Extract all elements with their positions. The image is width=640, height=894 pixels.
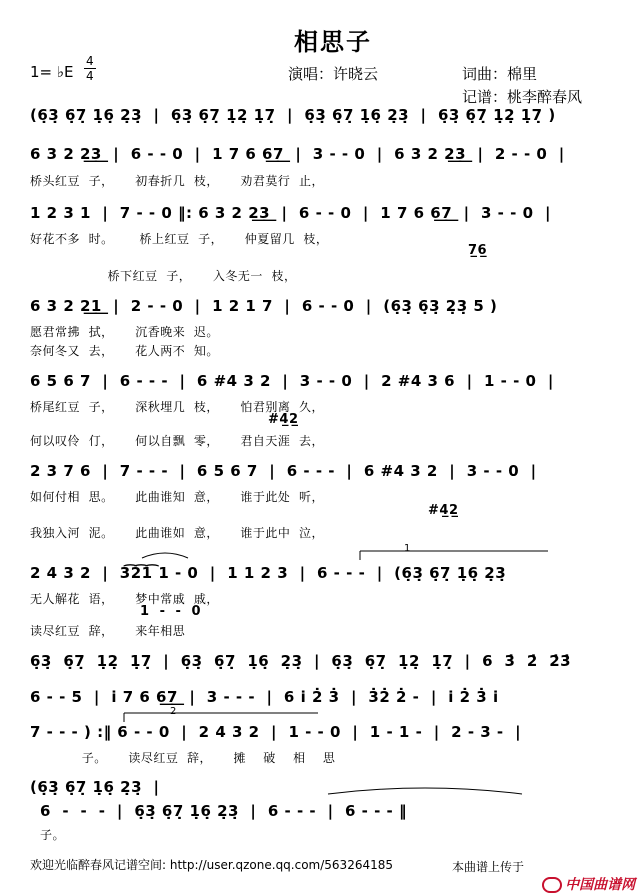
volta-2-number: 2 (170, 706, 177, 717)
time-signature-bottom: 4 (86, 69, 94, 83)
site-logo-text: 中国曲谱网 (565, 877, 636, 893)
slur-arc (142, 553, 188, 558)
score-row: (6̣3̣ 6̣7̣ 1̣6̣ 2̣3̣ | (30, 778, 160, 796)
footer-text: 欢迎光临醉春风记谱空间: http://user.qzone.qq.com/563264185 (30, 858, 394, 872)
transcriber-credit: 记谱：桃李醉春风 (462, 88, 583, 106)
lyric-line: 愿君常拂 拭， 沉香晚来 迟。 (30, 325, 219, 339)
lyric-line: 读尽红豆 辞， 来年相思 (30, 624, 186, 638)
lyric-line: 桥下红豆 子， 入冬无一 枝， (30, 269, 297, 283)
score-row: 7 - - - ) :‖ 6 - - 0 | 2 4 3 2 | 1 - - 0 | 1 - 1 - | 2 - 3 - | (30, 723, 522, 741)
site-logo[interactable] (532, 855, 635, 894)
lyric-line: 桥尾红豆 子， 深秋埋几 枝， 怕君别离 久， (30, 400, 325, 414)
lyric-line: 奈何冬又 去， 花人两不 知。 (30, 344, 219, 358)
score-row: 6 - - - | 6̣3̣ 6̣7̣ 1̣6̣ 2̣3̣ | 6 - - - | 6 - - - ‖ (40, 802, 407, 820)
tie-arc (328, 788, 522, 794)
alt-note-annotation: #4̲2̲ (268, 412, 299, 427)
lyric-line: 好花不多 时。 桥上红豆 子， 仲夏留几 枝， (30, 232, 329, 246)
site-logo-icon (542, 877, 562, 893)
score-row: 2 3 7 6 | 7 - - - | 6 5 6 7 | 6 - - - | 6 #4 3 2 | 3 - - 0 | (30, 462, 537, 480)
score-row: 2 4 3 2 | 3͡2͡1͡ 1 - 0 | 1 1 2 3 | 6 - - - | (6̣3̣ 6̣7̣ 1̣6̣ 2̣3̣ (30, 564, 507, 582)
lyricist-credit: 词曲：棉里 (462, 65, 538, 83)
song-title: 相思子 (294, 28, 372, 56)
lyric-line: 桥头红豆 子， 初春折几 枝， 劝君莫行 止， (30, 174, 325, 188)
alt-note-annotation: 7̲6̲ (468, 243, 488, 258)
singer-credit: 演唱：许晓云 (288, 65, 379, 83)
lyric-line: 我独入河 泥。 此曲谁如 意， 谁于此中 泣， (30, 526, 325, 540)
lyric-line: 子。 (40, 828, 66, 842)
alt-note-annotation: #4̲2̲ (428, 503, 459, 518)
lyric-line: 如何付相 思。 此曲谁知 意， 谁于此处 听， (30, 490, 325, 504)
time-signature-top: 4 (86, 54, 94, 68)
lyric-line: 何以叹伶 仃， 何以自飘 零， 君自天涯 去， (30, 434, 325, 448)
score-row: 1 2 3 1 | 7 - - 0 ‖: 6 3 2 2͟3͟ | 6 - - 0 | 1 7 6 6͟7͟ | 3 - - 0 | (30, 204, 551, 222)
score-row: 6 - - 5 | i 7 6 6͟7͟ | 3 - - - | 6 i 2̇ 3̇ | 3̇2̇ 2̇ - | i 2̇ 3̇ i (30, 688, 499, 706)
volta-1-number: 1 (404, 543, 411, 554)
score-row: 6 5 6 7 | 6 - - - | 6 #4 3 2 | 3 - - 0 | 2 #4 3 6 | 1 - - 0 | (30, 372, 554, 390)
lyric-line: 无人解花 语， 梦中常戚 戚， (30, 592, 219, 606)
intro-line: (6̣3̣ 6̣7̣ 1̣6̣ 2̣3̣ | 6̣3̣ 6̣7̣ 1̣2̣ 1̣7̣ | 6̣3̣ 6̣7̣ 1̣6̣ 2̣3̣ | 6̣3̣ 6̣7̣ 1̣2̣ 1̣7̣ ) (30, 106, 556, 124)
lyric-line: 子。 读尽红豆 辞， 摊 破 相 思 (30, 751, 336, 765)
footer-upload-label: 本曲谱上传于 (452, 860, 525, 874)
score-row: 6 3 2 2͟1͟ | 2 - - 0 | 1 2 1 7 | 6 - - 0 | (6̣3̣ 6̣3̣ 2̣3̣ 5 ) (30, 297, 498, 315)
alt-note-annotation: 1 - - 0 (140, 604, 202, 619)
score-row: 6 3 2 2͟3͟ | 6 - - 0 | 1 7 6 6͟7͟ | 3 - - 0 | 6 3 2 2͟3͟ | 2 - - 0 | (30, 145, 565, 163)
score-row: 6̣3̣ 6̣7̣ 1̣2̣ 1̣7̣ | 6̣3̣ 6̣7̣ 1̣6̣ 2̣3̣ | 6̣3̣ 6̣7̣ 1̣2̣ 1̣7̣ | 6 3̇ 2̇ 2̇3̇ (30, 652, 572, 670)
key-signature: 1= ♭E (30, 63, 74, 81)
